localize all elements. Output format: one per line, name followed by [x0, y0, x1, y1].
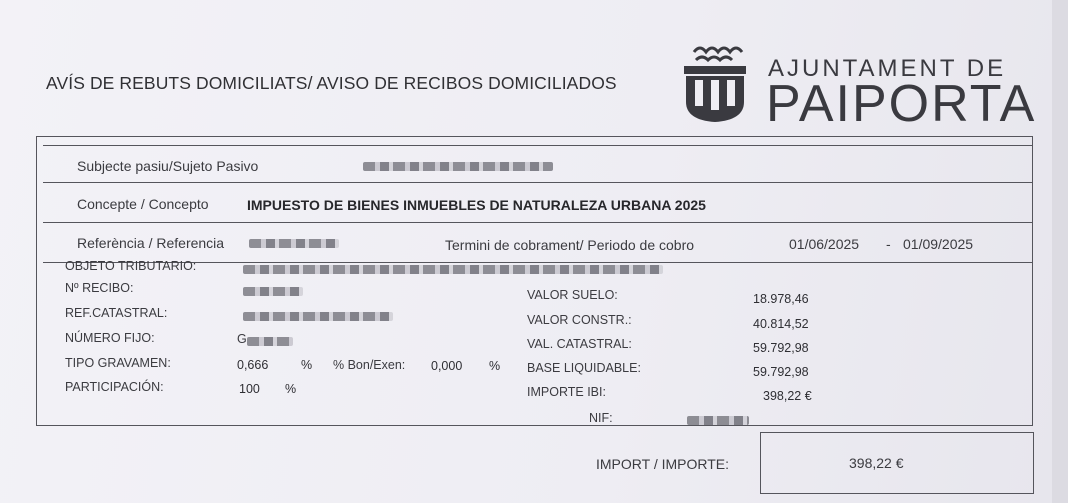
refcat-label: REF.CATASTRAL: — [65, 306, 168, 320]
importe-ibi-value: 398,22 € — [763, 389, 812, 403]
valor-constr-value: 40.814,52 — [753, 317, 809, 331]
val-catastral-label: VAL. CATASTRAL: — [527, 337, 632, 351]
importe-ibi-label: IMPORTE IBI: — [527, 385, 606, 399]
valor-suelo-value: 18.978,46 — [753, 292, 809, 306]
total-label: IMPORT / IMPORTE: — [596, 456, 730, 472]
redacted-numfijo — [247, 337, 293, 346]
concept-label: Concepte / Concepto — [77, 196, 209, 212]
numfijo-label: NÚMERO FIJO: — [65, 331, 155, 345]
tipo-label: TIPO GRAVAMEN: — [65, 356, 171, 370]
part-label: PARTICIPACIÓN: — [65, 380, 164, 394]
redacted-refcat — [243, 312, 393, 321]
period-separator: - — [886, 236, 891, 252]
tipo-value: 0,666 — [237, 358, 269, 372]
period-label: Termini de cobrament/ Periodo de cobro — [445, 237, 695, 253]
paper-edge — [1052, 0, 1068, 503]
tipo-unit: % — [301, 358, 313, 372]
val-catastral-value: 59.792,98 — [753, 341, 809, 355]
period-end: 01/09/2025 — [903, 236, 974, 252]
town-shield-icon — [680, 40, 750, 124]
subject-label: Subjecte pasiu/Sujeto Pasivo — [77, 158, 259, 174]
reference-label: Referència / Referencia — [77, 235, 225, 251]
redacted-recibo — [243, 287, 303, 296]
receipt-box — [36, 136, 1033, 426]
bon-unit: % — [489, 359, 501, 373]
org-name-line1: AJUNTAMENT DE — [768, 55, 1007, 82]
redacted-nif — [687, 416, 749, 425]
concept-value: IMPUESTO DE BIENES INMUEBLES DE NATURALEZA URBANA 2025 — [247, 197, 706, 213]
part-value: 100 — [239, 382, 260, 396]
recibo-label: Nº RECIBO: — [65, 281, 134, 295]
numfijo-prefix: G — [237, 332, 247, 346]
reference-row — [43, 223, 1032, 263]
valor-constr-label: VALOR CONSTR.: — [527, 313, 632, 327]
redacted-objeto — [243, 265, 663, 274]
nif-label: NIF: — [589, 411, 613, 425]
concept-row — [43, 183, 1032, 223]
subject-row — [43, 145, 1032, 183]
base-liquidable-label: BASE LIQUIDABLE: — [527, 361, 641, 375]
objeto-label: OBJETO TRIBUTARIO: — [65, 259, 197, 273]
org-name-line2: PAIPORTA — [766, 75, 1037, 133]
period-start: 01/06/2025 — [789, 236, 860, 252]
bon-value: 0,000 — [431, 359, 463, 373]
total-box — [760, 432, 1034, 494]
document-title: AVÍS DE REBUTS DOMICILIATS/ AVISO DE RECIBOS DOMICILIADOS — [46, 73, 617, 93]
base-liquidable-value: 59.792,98 — [753, 365, 809, 379]
total-value: 398,22 € — [849, 455, 904, 471]
part-unit: % — [285, 382, 297, 396]
valor-suelo-label: VALOR SUELO: — [527, 288, 618, 302]
bon-label: % Bon/Exen: — [333, 358, 406, 372]
redacted-subject — [363, 162, 553, 171]
redacted-reference — [249, 239, 339, 248]
